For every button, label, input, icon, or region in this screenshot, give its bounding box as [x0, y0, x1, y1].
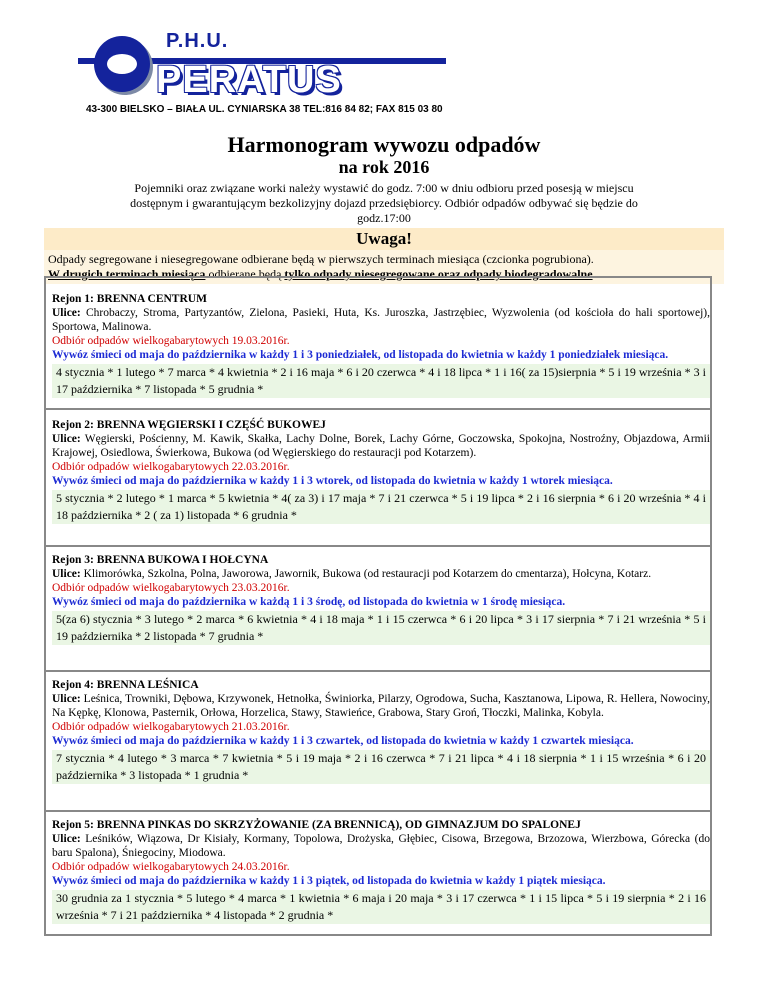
collection-dates: 30 grudnia za 1 stycznia * 5 lutego * 4 marca * 1 kwietnia * 6 maja i 20 maja * 3 i 17 czerwca * 1 i 15 lipca * 5 i 19 sierpnia * 2 i 16 września * 7 i 21 października * 4 listopada * 2 grudnia *: [52, 890, 710, 924]
region-name: Rejon 1: BRENNA CENTRUM: [52, 293, 207, 305]
region-5: [52, 818, 710, 924]
region-streets: [52, 692, 710, 720]
bulky-waste-date: Odbiór odpadów wielkogabarytowych 23.03.2016r.: [52, 582, 290, 594]
region-divider: [46, 810, 710, 812]
bulky-waste-date: Odbiór odpadów wielkogabarytowych 22.03.2016r.: [52, 461, 290, 473]
notice-heading: Uwaga!: [44, 228, 724, 250]
notice-line-1: Odpady segregowane i niesegregowane odbierane będą w pierwszych terminach miesiąca (czcionka pogrubiona).: [48, 252, 594, 266]
region-2: [52, 418, 710, 524]
region-streets: [52, 832, 710, 860]
streets-label: Ulice:: [52, 833, 81, 845]
region-1: [52, 292, 710, 398]
collection-dates: 5(za 6) stycznia * 3 lutego * 2 marca * 6 kwietnia * 4 i 18 maja * 1 i 15 czerwca * 6 i 20 lipca * 3 i 17 sierpnia * 7 i 21 września * 5 i 19 października * 2 listopada * 7 grudnia *: [52, 611, 710, 645]
region-name: Rejon 2: BRENNA WĘGIERSKI I CZĘŚĆ BUKOWEJ: [52, 419, 326, 431]
logo-wordmark: PERATUS: [156, 59, 342, 101]
company-address: 43-300 BIELSKO – BIAŁA UL. CYNIARSKA 38 TEL:816 84 82; FAX 815 03 80: [86, 104, 443, 115]
collection-dates: 5 stycznia * 2 lutego * 1 marca * 5 kwietnia * 4( za 3) i 17 maja * 7 i 21 czerwca * 5 i 19 lipca * 2 i 16 sierpnia * 6 i 20 września * 4 i 18 października * 2 ( za 1) listopada * 6 grudnia *: [52, 490, 710, 524]
streets-list: Leśników, Wiązowa, Dr Kisiały, Kormany, Topolowa, Drożyska, Głębiec, Cisowa, Brzegowa, Brzozowa, Wierzbowa, Górecka (do baru Spalona), Śniegociny, Miodowa.: [52, 833, 710, 859]
region-name: Rejon 5: BRENNA PINKAS DO SKRZYŻOWANIE (ZA BRENNICĄ), OD GIMNAZJUM DO SPALONEJ: [52, 819, 581, 831]
streets-list: Leśnica, Trowniki, Dębowa, Krzywonek, Hetnołka, Świniorka, Pilarzy, Ogrodowa, Sucha, Kasztanowa, Lipowa, R. Hellera, Nowociny, Na Kępkę, Klonowa, Pasternik, Orłowa, Horzelica, Stawy, Stawieńce, Grabowa, Stary Groń, Tłoczki, Malinka, Kobyla.: [52, 693, 710, 719]
streets-label: Ulice:: [52, 693, 81, 705]
collection-schedule: Wywóz śmieci od maja do października w każdą 1 i 3 środę, od listopada do kwietnia w 1 środę miesiąca.: [52, 596, 566, 608]
notice-line-2-mid: odbierane będą: [205, 267, 285, 281]
region-streets: [52, 306, 710, 334]
notice-underlined-2: tylko odpady niesegregowane oraz odpady biodegradowalne: [284, 267, 593, 281]
logo-o-mark: [94, 36, 150, 92]
region-name: Rejon 3: BRENNA BUKOWA I HOŁCYNA: [52, 554, 269, 566]
region-divider: [46, 545, 710, 547]
collection-schedule: Wywóz śmieci od maja do października w każdy 1 i 3 wtorek, od listopada do kwietnia w każdy 1 wtorek miesiąca.: [52, 475, 613, 487]
document-title: Harmonogram wywozu odpadów: [227, 132, 541, 157]
collection-dates: 7 stycznia * 4 lutego * 3 marca * 7 kwietnia * 5 i 19 maja * 2 i 16 czerwca * 7 i 21 lipca * 4 i 18 sierpnia * 1 i 15 września * 6 i 20 października * 3 listopada * 1 grudnia *: [52, 750, 710, 784]
streets-list: Węgierski, Pościenny, M. Kawik, Skałka, Lachy Dolne, Borek, Lachy Górne, Goczowska, Spokojna, Nostroźny, Objazdowa, Armii Krajowej, Osiedlowa, Świerkowa, Bukowa (od Węgierskiego do restauracji pod Kotarzem).: [52, 433, 710, 459]
region-divider: [46, 408, 710, 410]
company-header: [78, 28, 458, 128]
document-subtitle: na rok 2016: [338, 157, 430, 177]
streets-list: Klimorówka, Szkolna, Polna, Jaworowa, Jawornik, Bukowa (od restauracji pod Kotarzem do cmentarza), Hołcyna, Kotarz.: [80, 568, 652, 580]
region-3: [52, 553, 710, 645]
collection-dates: 4 stycznia * 1 lutego * 7 marca * 4 kwietnia * 2 i 16 maja * 6 i 20 czerwca * 4 i 18 lipca * 1 i 16( za 15)sierpnia * 5 i 19 września * 3 i 17 października * 7 listopada * 5 grudnia *: [52, 364, 710, 398]
region-name: Rejon 4: BRENNA LEŚNICA: [52, 679, 199, 691]
company-logo: [78, 28, 438, 102]
collection-schedule: Wywóz śmieci od maja do października w każdy 1 i 3 czwartek, od listopada do kwietnia w każdy 1 czwartek miesiąca.: [52, 735, 634, 747]
streets-list: Chrobaczy, Stroma, Partyzantów, Zielona, Pasieki, Huta, Ks. Juroszka, Jastrzębiec, Wyzwolenia (od kościoła do hali sportowej), Sportowa, Malinowa.: [52, 307, 710, 333]
notice-underlined-1: W drugich terminach miesiąca: [48, 267, 206, 281]
logo-phu-text: P.H.U.: [166, 30, 229, 52]
streets-label: Ulice:: [52, 568, 81, 580]
streets-label: Ulice:: [52, 307, 81, 319]
bulky-waste-date: Odbiór odpadów wielkogabarytowych 21.03.2016r.: [52, 721, 290, 733]
region-divider: [46, 670, 710, 672]
streets-label: Ulice:: [52, 433, 81, 445]
collection-schedule: Wywóz śmieci od maja do października w każdy 1 i 3 poniedziałek, od listopada do kwietnia w każdy 1 poniedziałek miesiąca.: [52, 349, 669, 361]
region-streets: [52, 432, 710, 460]
bulky-waste-date: Odbiór odpadów wielkogabarytowych 19.03.2016r.: [52, 335, 290, 347]
region-streets: [52, 567, 710, 581]
collection-schedule: Wywóz śmieci od maja do października w każdy 1 i 3 piątek, od listopada do kwietnia w każdy 1 piątek miesiąca.: [52, 875, 606, 887]
intro-text: Pojemniki oraz związane worki należy wystawić do godz. 7:00 w dniu odbioru przed posesją w miejscu dostępnym i gwarantującym bezkolizyjny dojazd przedsiębiorcy. Odbiór odpadów odbywać się będzie do godz.17:00: [130, 181, 638, 225]
region-4: [52, 678, 710, 784]
bulky-waste-date: Odbiór odpadów wielkogabarytowych 24.03.2016r.: [52, 861, 290, 873]
